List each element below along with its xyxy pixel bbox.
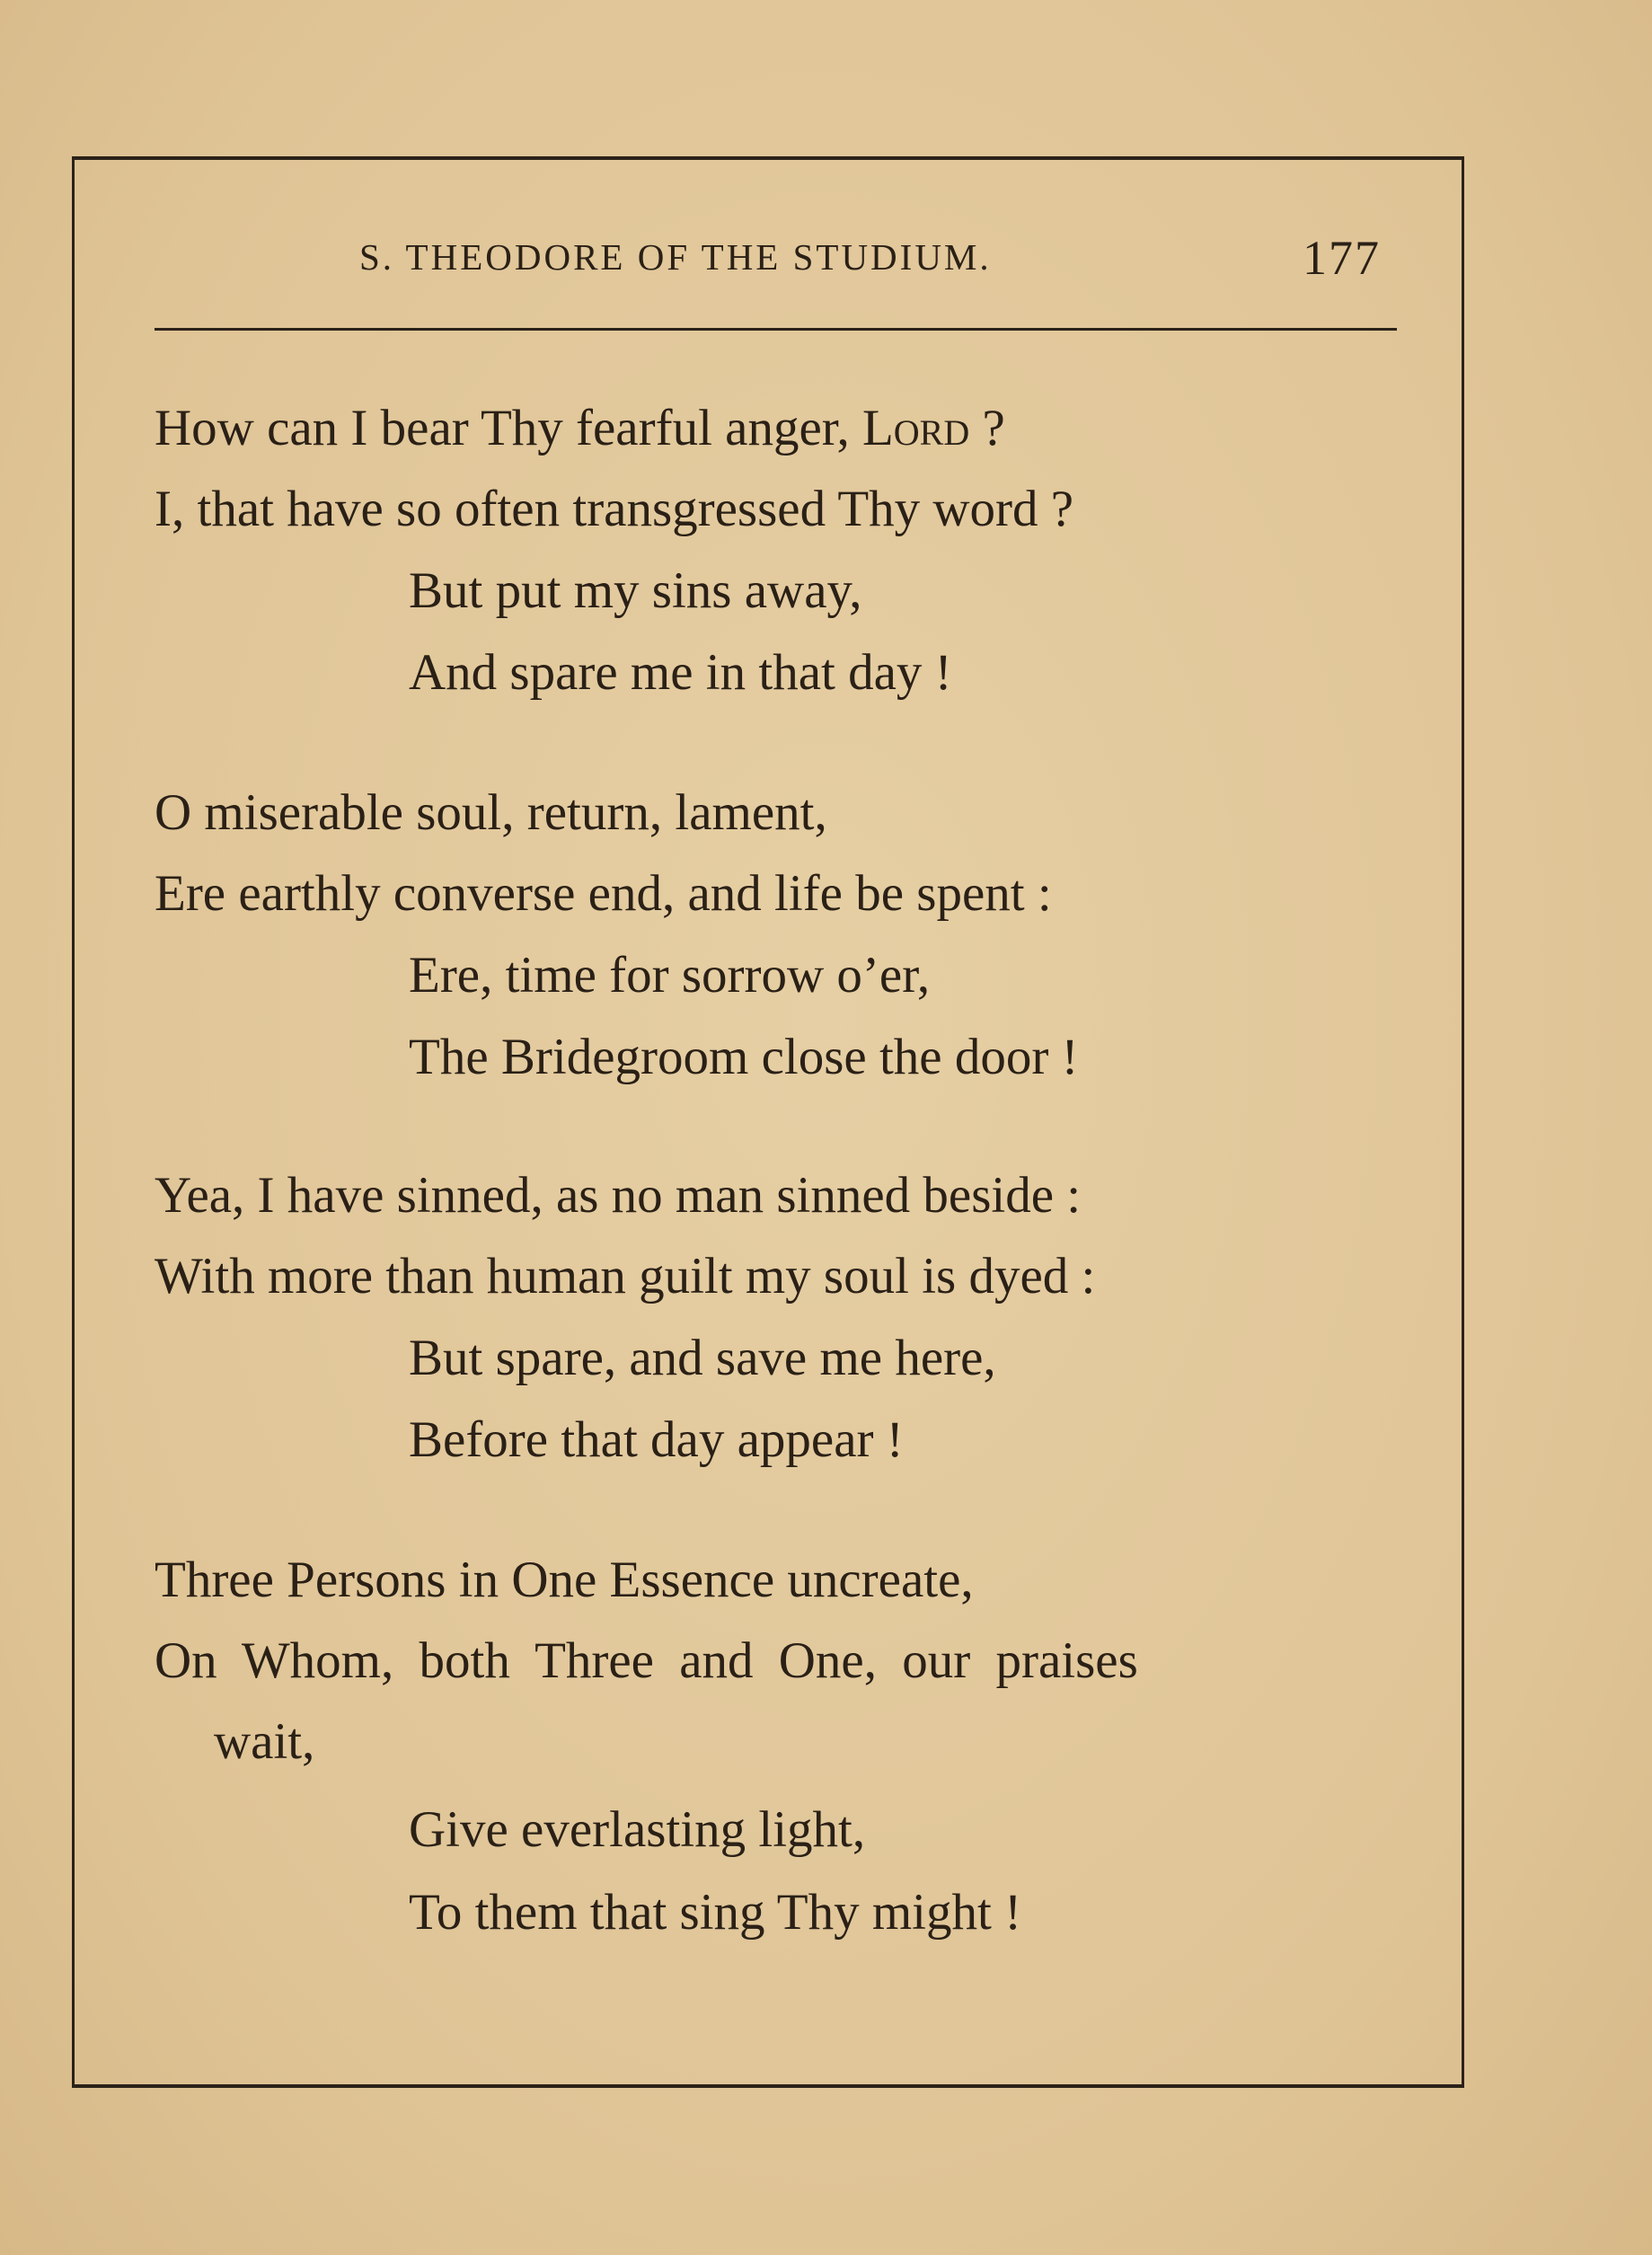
stanza-3-line-4: Before that day appear !	[409, 1411, 904, 1468]
stanza-1-line-1: How can I bear Thy fearful anger, Lord ?	[155, 400, 1005, 456]
stanza-4-line-2-continuation: wait,	[214, 1713, 315, 1770]
page-number: 177	[1303, 231, 1381, 285]
stanza-3-line-2: With more than human guilt my soul is dyed :	[155, 1248, 1096, 1304]
stanza-2-line-4: The Bridegroom close the door !	[409, 1029, 1079, 1085]
stanza-3-line-1: Yea, I have sinned, as no man sinned beside :	[155, 1167, 1082, 1224]
stanza-4-line-1: Three Persons in One Essence uncreate,	[155, 1552, 974, 1608]
header-rule	[155, 328, 1397, 331]
stanza-3-line-3: But spare, and save me here,	[409, 1330, 996, 1386]
stanza-1-line-3: But put my sins away,	[409, 562, 862, 619]
stanza-4-line-3: Give everlasting light,	[409, 1801, 866, 1858]
running-head: S. THEODORE OF THE STUDIUM.	[359, 236, 992, 278]
stanza-2-line-1: O miserable soul, return, lament,	[155, 784, 827, 841]
stanza-1-line-4: And spare me in that day !	[409, 644, 952, 701]
stanza-2-line-2: Ere earthly converse end, and life be spent :	[155, 865, 1052, 922]
stanza-2-line-3: Ere, time for sorrow o’er,	[409, 947, 931, 1004]
stanza-4-line-2: On Whom, both Three and One, our praises	[155, 1632, 1138, 1689]
lord-small-caps: Lord	[861, 400, 970, 456]
stanza-1-line-2: I, that have so often transgressed Thy word ?	[155, 481, 1074, 537]
stanza-4-line-4: To them that sing Thy might !	[409, 1884, 1022, 1941]
